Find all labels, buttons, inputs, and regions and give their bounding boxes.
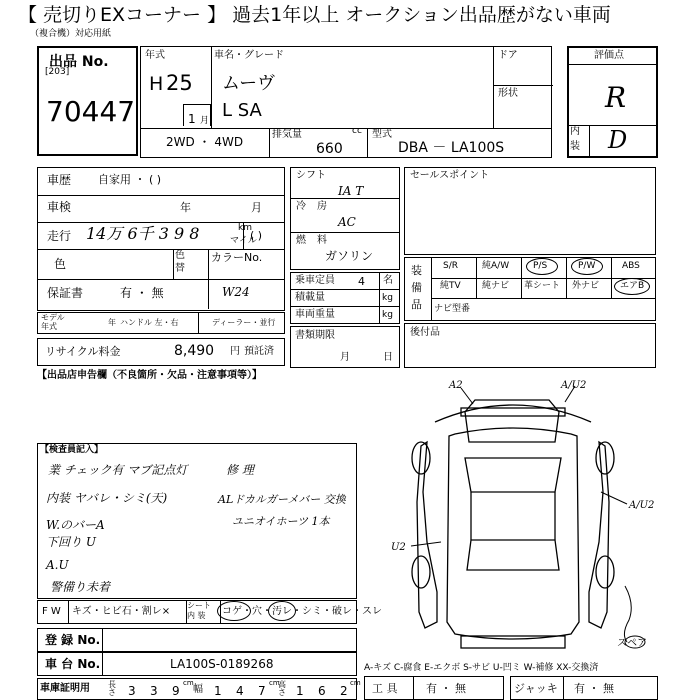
cert-height-2: 6 bbox=[318, 684, 326, 698]
equip-aw: 純A/W bbox=[482, 261, 510, 271]
diagram-mark-u2: U2 bbox=[391, 542, 406, 553]
model-year-label-2: 年式 bbox=[41, 322, 57, 331]
displacement-value: 660 bbox=[316, 141, 343, 157]
seat-circle-1 bbox=[217, 601, 251, 621]
equipment-side-2: 備 bbox=[411, 281, 422, 294]
ac-label-2: 房 bbox=[317, 201, 327, 212]
car-roof-front-outline bbox=[465, 400, 559, 442]
displacement-unit: cc bbox=[352, 126, 362, 136]
mileage-mile-unit: マイル bbox=[230, 236, 257, 246]
docs-deadline-label: 書類期限 bbox=[295, 330, 335, 341]
diagram-mark-au2-right: A/U2 bbox=[629, 500, 655, 511]
equip-tv: 純TV bbox=[440, 281, 461, 291]
model-year-label-1: モデル bbox=[41, 313, 65, 322]
inspector-label: 【検査員記入】 bbox=[40, 445, 104, 455]
after-item-box bbox=[404, 323, 656, 368]
cert-len-label: 長さ bbox=[108, 680, 116, 697]
inspector-note-5: A.U bbox=[46, 558, 69, 572]
inspection-year-unit: 年 bbox=[180, 201, 191, 214]
fuel-label-1: 燃 bbox=[296, 235, 306, 246]
handle-side: ハンドル 左・右 bbox=[120, 318, 179, 327]
fuel-label-2: 料 bbox=[317, 235, 327, 246]
equip-navi-model: ナビ型番 bbox=[434, 304, 471, 314]
cert-height-3: 2 bbox=[340, 684, 348, 698]
color-no-label: カラーNo. bbox=[211, 251, 263, 264]
equip-pw: P/W bbox=[578, 261, 596, 271]
cert-width-label: 幅 bbox=[193, 684, 203, 695]
drive-value: 2WD ・ 4WD bbox=[166, 135, 244, 149]
wheel-rear-right bbox=[596, 556, 614, 588]
color-change-2: 替 bbox=[175, 263, 185, 274]
equip-airbag: エアB bbox=[620, 281, 645, 291]
diagram-mark-a2: A2 bbox=[449, 380, 463, 391]
seat-circle-2 bbox=[268, 601, 296, 621]
year-value: 25 bbox=[166, 71, 193, 95]
model-label: 車名・グレード bbox=[214, 50, 284, 61]
shift-value: IA T bbox=[338, 184, 364, 198]
mileage-km-unit: km bbox=[238, 223, 252, 233]
ac-value: AC bbox=[338, 215, 356, 229]
jack-label: ジャッキ bbox=[514, 682, 558, 695]
seat-label-1: シート bbox=[187, 601, 211, 610]
recycle-note: 預託済 bbox=[244, 346, 274, 357]
mileage-paren: ( ) bbox=[250, 229, 263, 242]
equip-sr: S/R bbox=[443, 261, 458, 271]
lot-label: 出品 No. bbox=[49, 54, 109, 70]
car-rear-bumper bbox=[461, 636, 565, 648]
chassis-value: LA100S-0189268 bbox=[170, 657, 274, 671]
chassis-label: 車 台 No. bbox=[45, 657, 101, 671]
car-rear-window bbox=[467, 540, 559, 570]
equipment-side-1: 装 bbox=[411, 264, 422, 277]
docs-deadline-day: 日 bbox=[383, 352, 393, 363]
header-subnote: （複合機）対応用紙 bbox=[30, 29, 112, 39]
capacity-value: 4 bbox=[358, 275, 365, 288]
year-label: 年式 bbox=[145, 50, 165, 61]
recycle-value: 8,490 bbox=[174, 343, 215, 359]
page-header-title: 【 売切りEXコーナー 】 過去1年以上 オークション出品歴がない車両 bbox=[18, 4, 611, 26]
equipment-side-3: 品 bbox=[411, 298, 422, 311]
declaration-label: 【出品店申告欄（不良箇所・欠品・注意事項等）】 bbox=[37, 370, 262, 381]
cert-len-3: 9 bbox=[172, 684, 180, 698]
cert-width-2: 4 bbox=[236, 684, 244, 698]
cert-width-unit: cm bbox=[269, 679, 280, 687]
cert-height-unit: cm bbox=[350, 679, 361, 687]
inspector-note-1: 業 チェック有 マブ記点灯 bbox=[48, 463, 188, 477]
inspector-note-r2: ALドカルガーメバー 交換 bbox=[218, 493, 346, 506]
tools-label: 工 具 bbox=[372, 682, 398, 695]
equip-ps-circle bbox=[526, 258, 558, 275]
equip-pw-circle bbox=[571, 258, 603, 275]
door-shape-label: 形状 bbox=[498, 88, 518, 99]
inspector-note-2: 内装 ヤバレ・シミ(天) bbox=[46, 491, 168, 505]
docs-deadline-unit: 月 bbox=[340, 352, 350, 363]
cert-len-1: 3 bbox=[128, 684, 136, 698]
spare-curve bbox=[624, 586, 631, 642]
seat-label-2: 内 装 bbox=[187, 611, 206, 620]
year-era: H bbox=[149, 73, 164, 95]
color-no-value: W24 bbox=[222, 285, 250, 299]
warranty-value: 有 ・ 無 bbox=[120, 286, 164, 300]
grade-score: R bbox=[605, 81, 627, 114]
color-label: 色 bbox=[54, 257, 67, 271]
seat-value: コゲ・穴・汚レ・シミ・破レ・スレ bbox=[222, 606, 382, 617]
year-month-bracket bbox=[183, 104, 211, 126]
cert-height-label: 高さ bbox=[278, 680, 286, 697]
color-change-1: 色 bbox=[175, 250, 185, 261]
car-windshield bbox=[465, 458, 561, 492]
cert-len-2: 3 bbox=[150, 684, 158, 698]
equip-ext-navi: 外ナビ bbox=[572, 281, 600, 291]
equip-navi: 純ナビ bbox=[482, 281, 510, 291]
damage-legend: A-キズ C-腐食 E-エクボ S-サビ U-凹ミ W-補修 XX-交換済 bbox=[364, 663, 599, 673]
car-damage-diagram bbox=[365, 372, 665, 662]
equip-ps: P/S bbox=[533, 261, 548, 271]
after-item-label: 後付品 bbox=[410, 327, 440, 338]
interior-grade: D bbox=[608, 126, 628, 154]
mileage-value: 14万 6千 3 9 8 bbox=[86, 224, 200, 243]
inspector-note-r1: 修 理 bbox=[226, 463, 254, 477]
equip-abs: ABS bbox=[622, 261, 640, 271]
inspector-note-6: 警備り未着 bbox=[50, 580, 111, 594]
jack-value: 有 ・ 無 bbox=[574, 682, 614, 695]
door-label: ドア bbox=[498, 50, 518, 61]
shift-label: シフト bbox=[296, 170, 326, 181]
load-label: 積載量 bbox=[295, 292, 325, 303]
fw-label: F W bbox=[42, 606, 61, 617]
fw-value: キズ・ヒビ石・割レ× bbox=[72, 606, 171, 617]
capacity-unit: 名 bbox=[383, 275, 393, 286]
model-year-unit: 年 bbox=[108, 318, 116, 327]
weight-unit: kg bbox=[382, 310, 393, 320]
load-unit: kg bbox=[382, 293, 393, 303]
equip-leather: 革シート bbox=[524, 281, 561, 291]
sales-point-label: セールスポイント bbox=[410, 170, 490, 181]
displacement-label: 排気量 bbox=[272, 129, 302, 140]
equip-airbag-circle bbox=[614, 278, 650, 295]
year-month-unit: 月 bbox=[200, 116, 210, 126]
ac-label-1: 冷 bbox=[296, 201, 306, 212]
inspector-note-4: 下回り U bbox=[46, 535, 96, 549]
model-type-value: DBA － LA100S bbox=[398, 140, 505, 156]
year-month: 1 bbox=[188, 112, 196, 126]
inspection-label: 車検 bbox=[47, 200, 72, 214]
fuel-value: ガソリン bbox=[325, 249, 374, 263]
recycle-unit: 円 bbox=[230, 346, 240, 357]
lot-number-box bbox=[37, 46, 138, 156]
weight-label: 車両重量 bbox=[295, 309, 335, 320]
mileage-label: 走行 bbox=[47, 229, 72, 243]
lot-small-code: [203] bbox=[45, 67, 70, 77]
model-type-label: 型式 bbox=[372, 129, 392, 140]
inspector-note-3: W.のバーA bbox=[46, 518, 105, 532]
history-value: 自家用 ・ ( ) bbox=[98, 173, 162, 186]
tools-value: 有 ・ 無 bbox=[426, 682, 466, 695]
car-body-outline bbox=[447, 428, 579, 639]
cert-label: 車庫証明用 bbox=[40, 683, 90, 694]
cert-len-unit: cm bbox=[183, 679, 194, 687]
lot-number: 70447 bbox=[46, 95, 136, 128]
model-name: ムーヴ bbox=[222, 73, 276, 94]
cert-width-1: 1 bbox=[214, 684, 222, 698]
grade-label: 評価点 bbox=[594, 50, 624, 61]
cert-height-1: 1 bbox=[296, 684, 304, 698]
dealer-type: ディーラー・並行 bbox=[212, 318, 276, 327]
wheel-rear-left bbox=[412, 556, 430, 588]
inspection-month-unit: 月 bbox=[251, 201, 262, 214]
history-label: 車歴 bbox=[47, 173, 72, 187]
registration-label: 登 録 No. bbox=[45, 633, 101, 647]
interior-label-2: 装 bbox=[570, 141, 580, 152]
warranty-label: 保証書 bbox=[47, 286, 84, 300]
recycle-label: リサイクル料金 bbox=[45, 345, 121, 358]
spare-label: スペア bbox=[617, 638, 647, 649]
interior-label-1: 内 bbox=[570, 126, 580, 137]
capacity-label: 乗車定員 bbox=[295, 275, 335, 286]
diagram-mark-au2-top: A/U2 bbox=[561, 380, 587, 391]
cert-width-3: 7 bbox=[258, 684, 266, 698]
inspector-note-r3: ユニオイホーツ 1本 bbox=[232, 515, 330, 528]
model-grade: L SA bbox=[222, 100, 262, 121]
